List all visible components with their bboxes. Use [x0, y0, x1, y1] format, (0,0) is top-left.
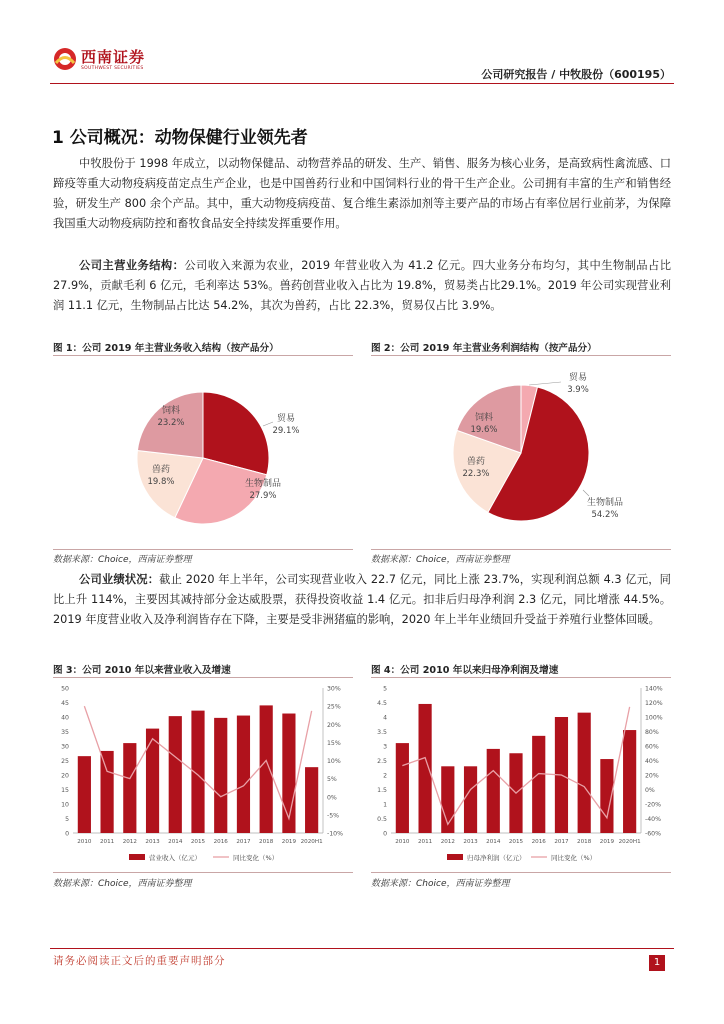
fig2-leader-1	[583, 490, 589, 496]
logo-english: SOUTHWEST SECURITIES	[81, 66, 144, 71]
fig3-ytick-9: 45	[61, 700, 69, 707]
fig2-label-3: 饲料	[474, 413, 494, 423]
fig2-label-0: 贸易	[568, 373, 588, 383]
fig1-label-1: 生物制品	[244, 479, 282, 489]
fig4-ytick-3: 1.5	[377, 787, 387, 794]
fig4-ytick-7: 3.5	[377, 729, 387, 736]
fig3-xtick-10: 2020H1	[300, 839, 323, 845]
fig1-source: 数据来源：Choice，西南证券整理	[53, 555, 192, 565]
fig3-y2tick-7: 25%	[327, 703, 341, 711]
fig3-y2tick-3: 5%	[327, 776, 337, 784]
fig4-bar-line-chart	[371, 680, 671, 870]
fig3-source: 数据来源：Choice，西南证券整理	[53, 879, 192, 889]
intro-text: 中牧股份于 1998 年成立，以动物保健品、动物营养品的研发、生产、销售、服务为核心业务，是高致病性禽流感、口蹄疫等重大动物疫病疫苗定点生产企业，也是中国兽药行业和中国饲料行业的骨干生产企业。公司拥有丰富的生产和销售经验，研发生产 800 余个产品。其中，重大动物疫病疫苗、复合维生素添加剂等主要产品的市场占有率位居行业前茅，为保障我国重大动物疫病防控和畜牧食品安全持续发挥重要作用。	[53, 157, 671, 230]
fig4-xtick-9: 2019	[599, 839, 615, 845]
logo-name: 西南证券	[81, 48, 146, 66]
fig4-y2tick-9: 120%	[645, 700, 663, 707]
fig3-bar-6	[214, 718, 227, 833]
fig4-ytick-0: 0	[383, 830, 387, 838]
fig4-bar-0	[396, 743, 409, 833]
fig4-ytick-4: 2	[383, 772, 387, 780]
page-number: 1	[649, 955, 665, 971]
fig4-legend-bar-label: 归母净利润（亿元）	[467, 854, 526, 862]
logo	[53, 44, 153, 74]
fig3-y2tick-5: 15%	[327, 739, 341, 747]
fig2-value-3: 19.6%	[470, 425, 498, 435]
fig2-leader-0	[529, 382, 561, 385]
fig4-source: 数据来源：Choice，西南证券整理	[371, 879, 510, 889]
fig1-top-rule	[53, 355, 353, 356]
fig3-ytick-6: 30	[61, 743, 69, 751]
fig1-label-0: 贸易	[276, 414, 296, 424]
fig2-value-2: 22.3%	[462, 469, 490, 479]
fig3-xtick-2: 2012	[122, 839, 137, 845]
fig4-bar-6	[532, 736, 545, 833]
fig4-y2tick-4: 20%	[645, 772, 659, 780]
performance-text: 截止 2020 年上半年，公司实现营业收入 22.7 亿元，同比上涨 23.7%，实现利润总额 4.3 亿元，同比上升 114%，主要因其减持部分金达威股票，获得投资收益 1.4 亿元。扣非后归母净利润 2.3 亿元，同比增涨 44.5%。2019 年度营业收入及净利润皆存在下降，主要是受非洲猪瘟的影响，2020 年上半年业绩回升受益于养殖行业整体回暖。	[53, 573, 671, 626]
fig2-label-2: 兽药	[466, 457, 486, 467]
fig4-xtick-4: 2014	[486, 839, 501, 845]
business-structure-text: 公司收入来源为农业，2019 年营业收入为 41.2 亿元。四大业务分布均匀，其中生物制品占比 27.9%，贡献毛利 6 亿元，毛利率达 53%。兽药创营业收入占比为 19.8%，贸易类占比29.1%。2019 年公司实现营业利润 11.1 亿元，生物制品占比达 54.2%，其次为兽药，占比 22.3%，贸易仅占比 3.9%。	[53, 259, 671, 312]
fig1-title: 图 1：公司 2019 年主营业务收入结构（按产品分）	[53, 343, 279, 354]
footer-rule	[50, 948, 674, 949]
fig4-xtick-3: 2013	[463, 839, 478, 845]
fig4-ytick-10: 5	[383, 685, 387, 693]
fig3-ytick-8: 40	[61, 714, 69, 722]
fig3-xtick-3: 2013	[145, 839, 160, 845]
fig1-value-1: 27.9%	[249, 491, 277, 501]
fig3-xtick-8: 2018	[259, 839, 274, 845]
fig3-ytick-4: 20	[61, 772, 69, 780]
fig3-ytick-7: 35	[61, 729, 69, 736]
fig4-bar-4	[487, 749, 500, 833]
fig1-bottom-rule	[53, 549, 353, 550]
footer-disclaimer: 请务必阅读正文后的重要声明部分	[53, 955, 226, 967]
business-structure-lead: 公司主营业务结构：	[79, 259, 185, 272]
fig2-label-1: 生物制品	[586, 498, 624, 508]
fig3-bar-10	[305, 767, 318, 833]
fig3-xtick-1: 2011	[99, 839, 115, 845]
fig3-ytick-2: 10	[61, 801, 69, 809]
fig4-ytick-6: 3	[383, 743, 387, 751]
fig4-bar-10	[623, 730, 636, 833]
fig4-y2tick-10: 140%	[645, 685, 663, 693]
fig4-ytick-5: 2.5	[377, 758, 387, 765]
fig3-bottom-rule	[53, 872, 353, 873]
fig2-title: 图 2：公司 2019 年主营业务利润结构（按产品分）	[371, 343, 597, 354]
fig1-label-2: 兽药	[151, 465, 171, 475]
fig3-bar-8	[260, 705, 273, 833]
fig4-y2tick-1: -40%	[645, 816, 661, 823]
fig3-xtick-5: 2015	[190, 839, 206, 845]
fig2-value-0: 3.9%	[567, 385, 589, 395]
fig1-value-3: 23.2%	[157, 418, 185, 428]
fig1-label-3: 饲料	[161, 406, 181, 416]
fig4-xtick-1: 2011	[417, 839, 433, 845]
fig4-title: 图 4：公司 2010 年以来归母净利润及增速	[371, 665, 559, 676]
fig2-pie-chart	[371, 358, 671, 548]
fig3-ytick-3: 15	[61, 787, 69, 794]
fig3-bar-line-chart	[53, 680, 353, 870]
fig1-pie-chart	[53, 358, 353, 548]
fig4-y2tick-3: 0%	[645, 787, 655, 794]
intro-paragraph	[53, 154, 671, 234]
fig4-legend-bar-swatch	[447, 854, 463, 860]
fig4-xtick-0: 2010	[395, 839, 410, 845]
fig2-source: 数据来源：Choice，西南证券整理	[371, 555, 510, 565]
fig3-ytick-10: 50	[61, 685, 69, 693]
fig3-bar-0	[78, 756, 91, 833]
fig4-ytick-9: 4.5	[377, 700, 387, 707]
fig4-xtick-8: 2018	[577, 839, 592, 845]
fig4-xtick-2: 2012	[440, 839, 455, 845]
fig4-y2tick-5: 40%	[645, 758, 659, 765]
fig3-y2tick-1: -5%	[327, 812, 340, 820]
fig4-legend-line-label: 同比变化（%）	[551, 854, 597, 862]
fig4-bar-8	[578, 713, 591, 833]
fig4-xtick-6: 2016	[531, 839, 546, 845]
fig4-y2tick-8: 100%	[645, 714, 663, 722]
fig4-y2tick-0: -60%	[645, 830, 661, 838]
performance-paragraph	[53, 570, 671, 630]
fig4-top-rule	[371, 677, 671, 678]
fig4-y2tick-2: -20%	[645, 801, 661, 809]
fig3-ytick-1: 5	[65, 816, 69, 823]
fig3-legend-bar-swatch	[129, 854, 145, 860]
fig3-legend-bar-label: 营业收入（亿元）	[149, 854, 201, 862]
fig4-ytick-1: 0.5	[377, 816, 387, 823]
fig4-ytick-2: 1	[383, 801, 387, 809]
fig4-ytick-8: 4	[383, 714, 387, 722]
fig3-y2tick-8: 30%	[327, 685, 341, 693]
fig3-y2tick-6: 20%	[327, 721, 341, 729]
fig3-bar-9	[282, 714, 295, 833]
fig4-bar-3	[464, 766, 477, 833]
fig3-xtick-9: 2019	[281, 839, 297, 845]
fig4-bar-1	[419, 704, 432, 833]
fig1-value-2: 19.8%	[147, 477, 175, 487]
fig3-top-rule	[53, 677, 353, 678]
fig3-xtick-0: 2010	[77, 839, 92, 845]
fig3-xtick-7: 2017	[236, 839, 251, 845]
business-structure-paragraph	[53, 256, 671, 316]
fig2-top-rule	[371, 355, 671, 356]
fig3-bar-4	[169, 716, 182, 833]
performance-lead: 公司业绩状况：	[79, 573, 160, 586]
fig3-bar-2	[123, 743, 136, 833]
fig3-bar-7	[237, 716, 250, 833]
fig2-bottom-rule	[371, 549, 671, 550]
fig2-value-1: 54.2%	[591, 510, 619, 520]
report-header: 公司研究报告 / 中牧股份（600195）	[481, 68, 671, 81]
fig3-bar-1	[101, 751, 114, 833]
fig4-bottom-rule	[371, 872, 671, 873]
fig3-ytick-0: 0	[65, 830, 69, 838]
fig4-xtick-10: 2020H1	[618, 839, 641, 845]
fig3-title: 图 3：公司 2010 年以来营业收入及增速	[53, 665, 231, 676]
fig4-y2tick-6: 60%	[645, 743, 659, 751]
fig1-value-0: 29.1%	[272, 426, 300, 436]
fig3-xtick-6: 2016	[213, 839, 228, 845]
header-rule	[50, 83, 674, 84]
fig3-bar-3	[146, 729, 159, 833]
section-title: 1 公司概况：动物保健行业领先者	[52, 128, 308, 148]
fig3-y2tick-0: -10%	[327, 830, 343, 838]
fig4-xtick-5: 2015	[508, 839, 524, 845]
fig4-xtick-7: 2017	[554, 839, 569, 845]
logo-emblem-icon	[53, 47, 77, 71]
fig3-y2tick-2: 0%	[327, 794, 337, 802]
fig3-y2tick-4: 10%	[327, 758, 341, 765]
fig3-ytick-5: 25	[61, 758, 69, 765]
fig3-legend-line-label: 同比变化（%）	[233, 854, 279, 862]
fig3-xtick-4: 2014	[168, 839, 183, 845]
fig4-y2tick-7: 80%	[645, 729, 659, 736]
